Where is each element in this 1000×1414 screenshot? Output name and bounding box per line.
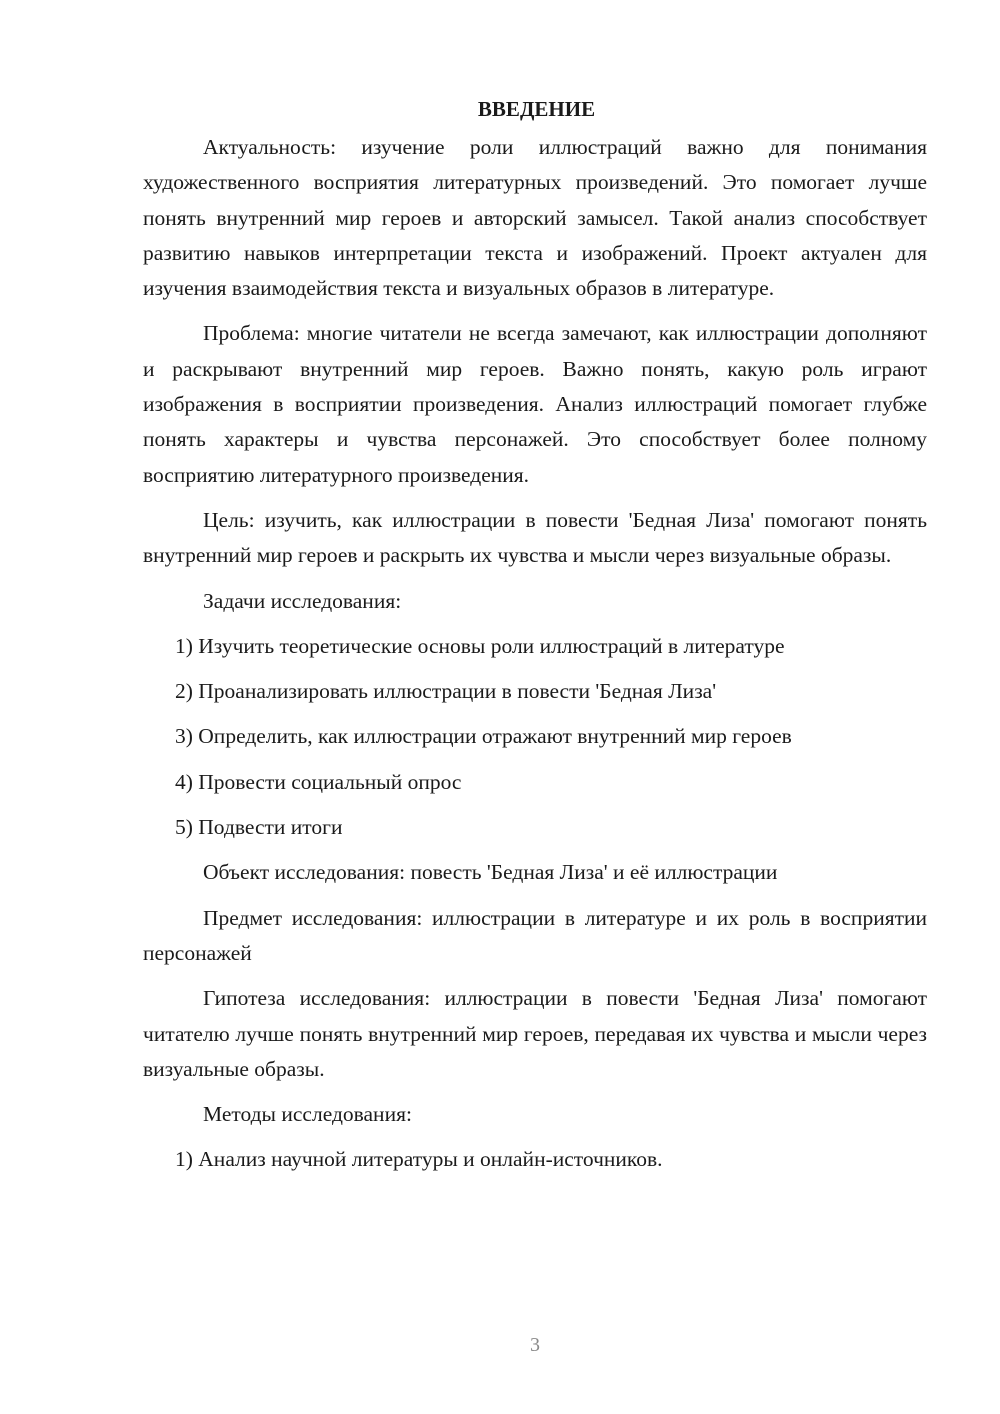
methods-title: Методы исследования:	[203, 1102, 412, 1127]
relevance-paragraph: Актуальность: изучение роли иллюстраций важно для понимания художественного восприятия литературных произведений. Это помогает лучше понять внутренний мир героев и авторский замысел. Такой анализ способствует развитию навыков интерпретации текста и изображений. Проект актуален для изучения взаимодействия текста и визуальных образов в литературе.	[143, 135, 927, 301]
list-item: 5) Подвести итоги	[175, 815, 343, 840]
tasks-title: Задачи исследования:	[203, 588, 402, 613]
problem-paragraph: Проблема: многие читатели не всегда замечают, как иллюстрации дополняют и раскрывают внутренний мир героев. Важно понять, какую роль играют изображения в восприятии произведения. Анализ иллюстраций помогает глубже понять характеры и чувства персонажей. Это способствует более полному восприятию литературного произведения.	[143, 321, 927, 487]
page-number: 3	[530, 1334, 540, 1356]
list-item: 3) Определить, как иллюстрации отражают внутренний мир героев	[175, 724, 792, 749]
methods-list	[143, 1142, 927, 1177]
subject-paragraph: Предмет исследования: иллюстрации в литературе и их роль в восприятии персонажей	[143, 905, 927, 965]
tasks-list	[143, 629, 927, 845]
goal-paragraph: Цель: изучить, как иллюстрации в повести 'Бедная Лиза' помогают понять внутренний мир героев и раскрыть их чувства и мысли через визуальные образы.	[143, 507, 927, 568]
hypothesis-paragraph: Гипотеза исследования: иллюстрации в повести 'Бедная Лиза' помогают читателю лучше понять внутренний мир героев, передавая их чувства и мысли через визуальные образы.	[143, 986, 927, 1081]
document-page	[143, 92, 927, 1188]
list-item: 2) Проанализировать иллюстрации в повести 'Бедная Лиза'	[175, 679, 717, 704]
list-item: 1) Анализ научной литературы и онлайн-источников.	[175, 1147, 663, 1172]
list-item: 4) Провести социальный опрос	[175, 769, 462, 794]
list-item: 1) Изучить теоретические основы роли иллюстраций в литературе	[175, 633, 785, 658]
section-heading: ВВЕДЕНИЕ	[477, 97, 596, 121]
object-paragraph: Объект исследования: повесть 'Бедная Лиза' и её иллюстрации	[203, 860, 778, 885]
